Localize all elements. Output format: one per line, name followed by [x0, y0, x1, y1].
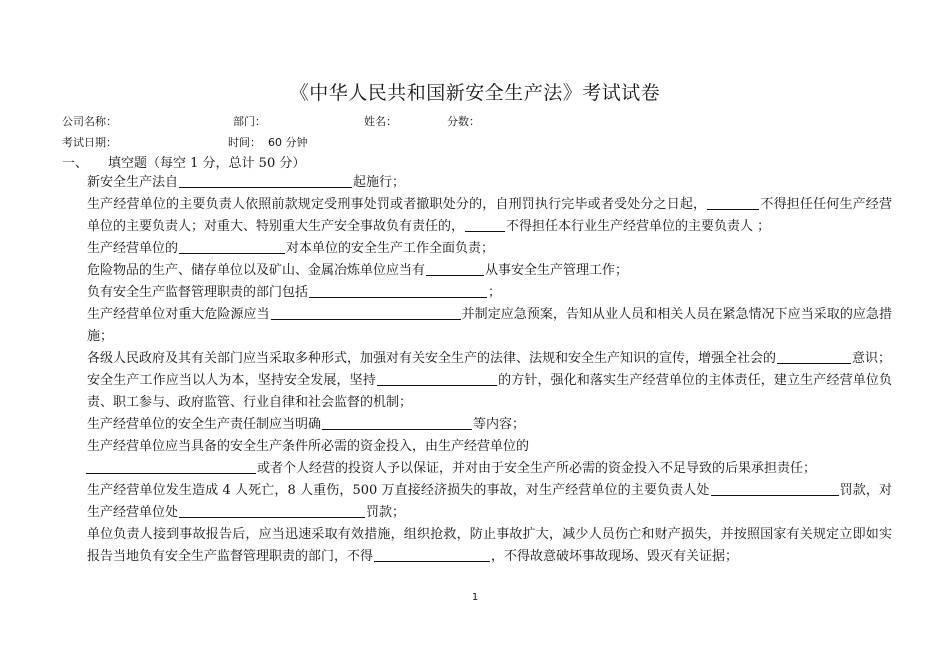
- question-5: 负有安全生产监督管理职责的部门包括 ；: [87, 282, 892, 304]
- answer-blank[interactable]: [374, 546, 490, 562]
- question-4: 危险物品的生产、储存单位以及矿山、金属冶炼单位应当有 从事安全生产管理工作；: [87, 260, 892, 282]
- question-3: 生产经营单位的 对本单位的安全生产工作全面负责；: [87, 238, 892, 260]
- answer-blank[interactable]: [377, 370, 497, 386]
- answer-blank[interactable]: [179, 502, 365, 518]
- answer-blank[interactable]: [309, 282, 487, 298]
- time-value: 60 分钟: [268, 136, 308, 149]
- answer-blank[interactable]: [271, 304, 461, 320]
- section-title: 填空题（每空 1 分，总计 50 分）: [108, 156, 306, 171]
- answer-blank[interactable]: [707, 194, 759, 210]
- question-12: 单位负责人接到事故报告后，应当迅速采取有效措施，组织抢救，防止事故扩大，减少人员伤亡和财产损失，并按照国家有关规定立即如实报告当地负有安全生产监督管理职责的部门，不得 ，不得故意破坏事故现场、毁灭有关证据；: [87, 527, 892, 564]
- answer-blank[interactable]: [322, 414, 472, 430]
- department-label: 部门：: [233, 115, 266, 128]
- time-label: 时间：: [228, 136, 261, 149]
- exam-title: 《中华人民共和国新安全生产法》考试试卷: [289, 82, 661, 104]
- answer-blank[interactable]: [179, 238, 285, 254]
- question-6: 生产经营单位对重大危险源应当 并制定应急预案，告知从业人员和相关人员在紧急情况下应当采取的应急措施；: [87, 304, 892, 348]
- question-9: 生产经营单位的安全生产责任制应当明确 等内容；: [87, 414, 892, 436]
- question-2: 生产经营单位的主要负责人依照前款规定受刑事处罚或者撤职处分的，自刑罚执行完毕或者受处分之日起， 不得担任任何生产经营单位的主要负责人；对重大、特别重大生产安全事故负有责任的， 不得担任本行业生产经营单位的主要负责人 ；: [87, 194, 892, 238]
- answer-blank[interactable]: [426, 260, 484, 276]
- question-11: 生产经营单位发生造成 4 人死亡，8 人重伤，500 万直接经济损失的事故，对生产经营单位的主要负责人处 罚款，对生产经营单位处 罚款；: [87, 480, 892, 524]
- question-1: 新安全生产法自 起施行；: [87, 172, 892, 194]
- answer-blank[interactable]: [86, 458, 256, 474]
- section-heading: [62, 152, 305, 171]
- question-10: 生产经营单位应当具备的安全生产条件所必需的资金投入，由生产经营单位的 或者个人经营的投资人予以保证，并对由于安全生产所必需的资金投入不足导致的后果承担责任；: [87, 439, 817, 476]
- answer-blank[interactable]: [711, 480, 839, 496]
- name-label: 姓名：: [364, 115, 397, 128]
- answer-blank[interactable]: [179, 172, 352, 188]
- exam-date-label: 考试日期：: [62, 136, 117, 149]
- company-name-label: 公司名称：: [62, 115, 117, 128]
- question-list: [87, 172, 892, 568]
- answer-blank[interactable]: [465, 216, 505, 232]
- section-number: 一、: [62, 156, 89, 171]
- question-8: 安全生产工作应当以人为本，坚持安全发展，坚持 的方针，强化和落实生产经营单位的主体责任，建立生产经营单位负责、职工参与、政府监管、行业自律和社会监督的机制；: [87, 370, 892, 414]
- score-label: 分数：: [447, 115, 480, 128]
- page-number: 1: [471, 592, 479, 603]
- answer-blank[interactable]: [777, 348, 851, 364]
- question-7: 各级人民政府及其有关部门应当采取多种形式，加强对有关安全生产的法律、法规和安全生产知识的宣传，增强全社会的 意识；: [87, 348, 892, 370]
